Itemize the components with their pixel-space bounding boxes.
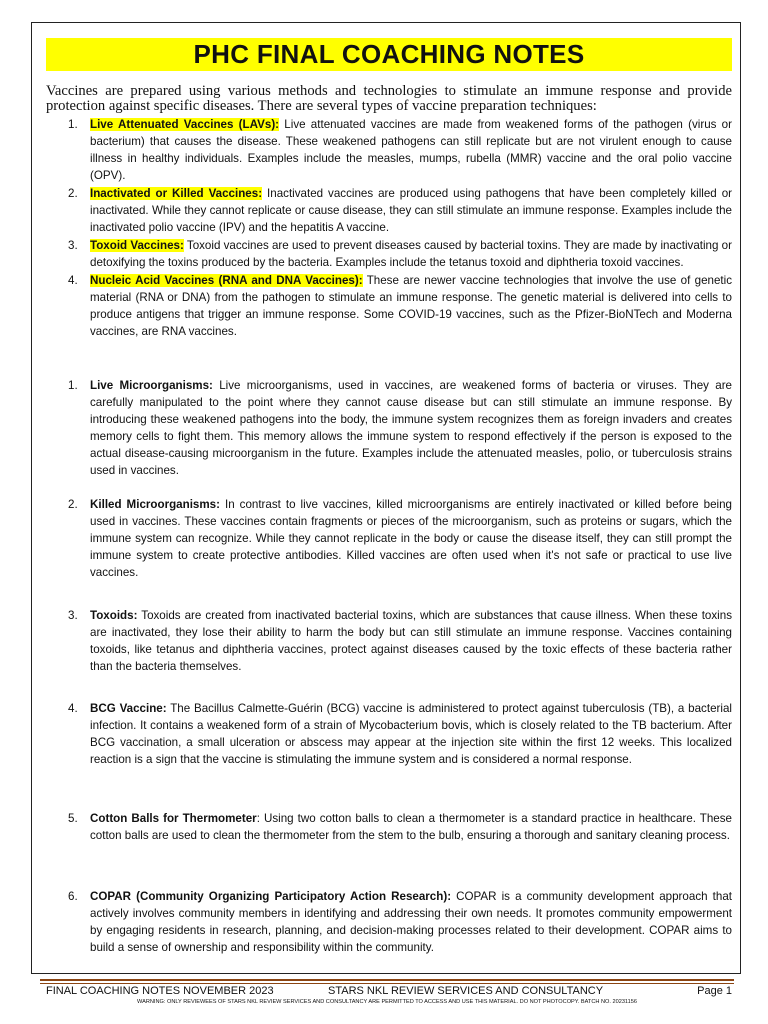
vaccine-types-list xyxy=(46,116,732,340)
item-text: COPAR is a community development approach that actively involves community members in identifying and addressing their own needs. It promotes community empowerment by engaging residents in research, planning, and decision-making processes related to their development. COPAR aims to build a sense of ownership and responsibility within the community. xyxy=(90,890,732,954)
topics-list-2 xyxy=(46,496,732,581)
item-number: 3. xyxy=(68,239,78,252)
item-number: 2. xyxy=(68,187,78,200)
item-text: Toxoids are created from inactivated bacterial toxins, which are substances that cause illness. When these toxins are inactivated, they lose their ability to harm the body but can still stimulate an immune response. Vaccines containing toxoids, like tetanus and diphtheria vaccines, protect against diseases caused by the toxic effects of these bacteria rather than the bacteria themselves. xyxy=(90,609,732,673)
footer-left: FINAL COACHING NOTES NOVEMBER 2023 xyxy=(46,985,274,997)
list-item xyxy=(46,377,732,479)
item-text: These are newer vaccine technologies that involve the use of genetic material (RNA or DNA) from the pathogen to stimulate an immune response. The genetic material is delivered into cells to produce antigens that trigger an immune response. Some COVID-19 vaccines, such as the Pfizer-BioNTech and Moderna vaccines, are RNA vaccines. xyxy=(90,274,733,338)
item-number: 4. xyxy=(68,702,78,715)
list-item xyxy=(46,888,732,956)
item-text: Live microorganisms, used in vaccines, are weakened forms of bacteria or viruses. They are carefully manipulated to the point where they cannot cause disease but can still stimulate an immune response. By introducing these weakened pathogens into the body, the immune system recognizes them as foreign invaders and creates memory cells to fight them. This memory allows the immune system to respond effectively if the person is exposed to the actual disease-causing microorganism in the future. Examples include the attenuated measles, polio, or tuberculosis strains used in vaccines. xyxy=(90,379,732,477)
footer-divider xyxy=(40,979,734,981)
list-item xyxy=(46,607,732,675)
item-term: Nucleic Acid Vaccines (RNA and DNA Vaccines): xyxy=(90,274,363,287)
topics-list-3 xyxy=(46,607,732,675)
item-number: 3. xyxy=(68,609,78,622)
item-term: BCG Vaccine: xyxy=(90,702,167,715)
topics-list-4 xyxy=(46,700,732,768)
item-text: : Using two cotton balls to clean a thermometer is a standard practice in healthcare. These cotton balls are used to clean the thermometer from the stem to the bulb, ensuring a thorough and sanitary cleaning process. xyxy=(90,812,732,842)
item-term: Inactivated or Killed Vaccines: xyxy=(90,187,263,200)
item-term: Live Attenuated Vaccines (LAVs): xyxy=(90,118,280,131)
list-item xyxy=(46,237,732,271)
item-number: 2. xyxy=(68,498,78,511)
list-item xyxy=(46,272,732,340)
page-title: PHC FINAL COACHING NOTES xyxy=(46,38,732,71)
list-item xyxy=(46,116,732,184)
item-term: Cotton Balls for Thermometer xyxy=(90,812,257,825)
list-item xyxy=(46,496,732,581)
item-term: Toxoid Vaccines: xyxy=(90,239,184,252)
footer-warning: WARNING: ONLY REVIEWEES OF STARS NKL REVIEW SERVICES AND CONSULTANCY ARE PERMITTED TO ACCESS AND USE THIS MATERIAL. DO NOT PHOTOCOPY. BATCH NO. 20231156 xyxy=(137,999,637,1005)
item-text: Live attenuated vaccines are made from weakened forms of the pathogen (virus or bacterium) that causes the disease. These weakened pathogens can still replicate but are not virulent enough to cause illness in healthy individuals. Examples include the measles, mumps, rubella (MMR) vaccine and the oral polio vaccine (OPV). xyxy=(90,118,732,182)
item-term: Killed Microorganisms: xyxy=(90,498,220,511)
intro-paragraph: Vaccines are prepared using various methods and technologies to stimulate an immune response and provide protection against specific diseases. There are several types of vaccine preparation techniques: xyxy=(46,83,732,114)
item-number: 6. xyxy=(68,890,78,903)
item-number: 5. xyxy=(68,812,78,825)
topics-list-1 xyxy=(46,377,732,479)
item-text: The Bacillus Calmette-Guérin (BCG) vaccine is administered to protect against tuberculosis (TB), a bacterial infection. It contains a weakened form of a strain of Mycobacterium bovis, which is closely related to the TB bacterium. After BCG vaccination, a small ulceration or abscess may appear at the injection site within the first 12 weeks. This localized reaction is a sign that the vaccine is stimulating the immune system and is considered a normal response. xyxy=(90,702,732,766)
item-term: COPAR (Community Organizing Participatory Action Research): xyxy=(90,890,452,903)
item-text: Toxoid vaccines are used to prevent diseases caused by bacterial toxins. They are made by inactivating or detoxifying the toxins produced by the bacteria. Examples include the tetanus toxoid and diphtheria toxoid vaccines. xyxy=(90,239,732,269)
item-number: 1. xyxy=(68,118,78,131)
topics-list-5 xyxy=(46,810,732,844)
list-item xyxy=(46,700,732,768)
item-text: Inactivated vaccines are produced using pathogens that have been completely killed or inactivated. While they cannot replicate or cause disease, they can still stimulate an immune response. Examples include the inactivated polio vaccine (IPV) and the hepatitis A vaccine. xyxy=(90,187,733,234)
footer-page-number: Page 1 xyxy=(697,985,732,997)
item-number: 1. xyxy=(68,379,78,392)
list-item xyxy=(46,185,732,236)
item-number: 4. xyxy=(68,274,78,287)
topics-list-6 xyxy=(46,888,732,956)
item-term: Live Microorganisms: xyxy=(90,379,213,392)
footer-divider-thin xyxy=(40,983,734,984)
item-term: Toxoids: xyxy=(90,609,138,622)
footer-center: STARS NKL REVIEW SERVICES AND CONSULTANCY xyxy=(328,985,604,997)
item-text: In contrast to live vaccines, killed microorganisms are entirely inactivated or killed before being used in vaccines. These vaccines contain fragments or pieces of the microorganism, such as proteins or sugars, which the immune system can recognize. While they cannot replicate in the body or cause the disease itself, they can still prompt the immune system to create protective antibodies. Killed vaccines are often used when it's not safe or practical to use live vaccines. xyxy=(90,498,732,579)
list-item xyxy=(46,810,732,844)
